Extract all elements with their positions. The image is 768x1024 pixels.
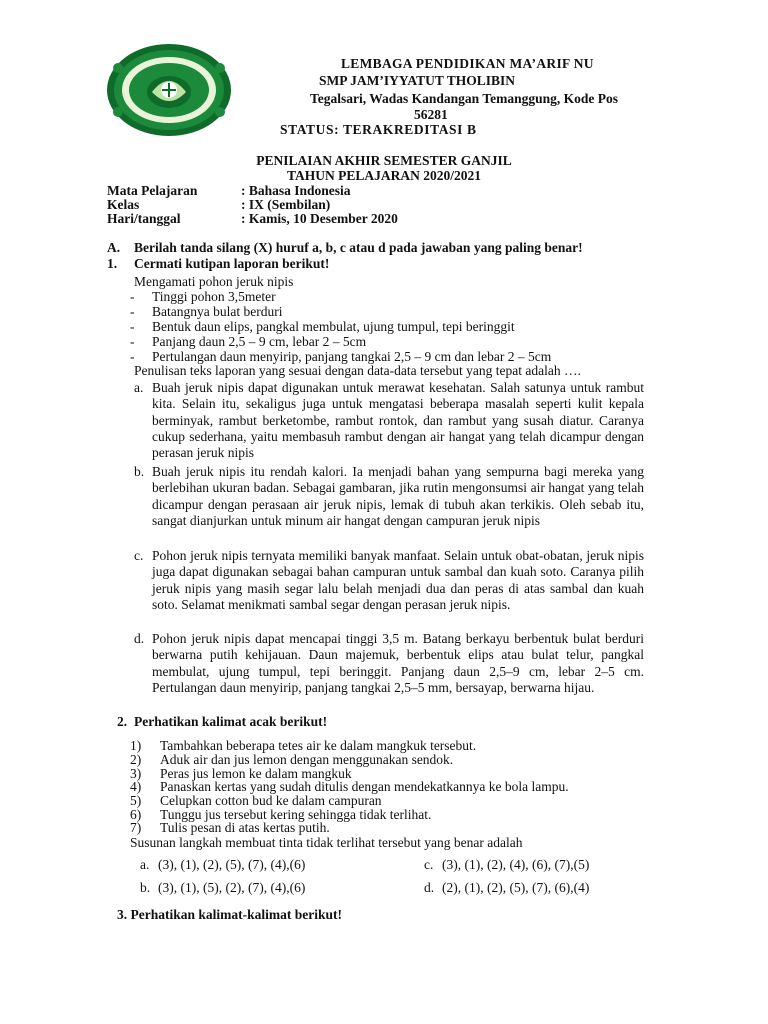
question-instruction: 3. Perhatikan kalimat-kalimat berikut! [117,907,342,922]
step-number: 1) [130,738,142,753]
question-text: Susunan langkah membuat tinta tidak terlihat tersebut yang benar adalah [130,835,523,850]
accreditation-status: STATUS: TERAKREDITASI B [280,122,477,137]
option-letter: a. [140,857,150,872]
fact-item [130,289,276,304]
step-text: Tunggu jus tersebut kering sehingga tidak terlihat. [160,807,432,822]
dash: - [130,289,135,304]
option-letter: c. [424,857,434,872]
fact-text: Pertulangan daun menyirip, panjang tangkai 2,5 – 9 cm dan lebar 2 – 5cm [152,349,552,364]
step-number: 5) [130,793,142,808]
option-text: Buah jeruk nipis itu rendah kalori. Ia menjadi bahan yang sempurna bagi mereka yang berlebihan ukuran badan. Sebagai gambaran, jika rutin mengonsumsi air hangat yang telah dicampur dengan perasaan air jeruk nipis, lemak di tubuh akan terkikis. Oleh sebab itu, sangat dianjurkan untuk minum air hangat dengan campuran jeruk nipis [152,464,644,528]
dash: - [130,334,135,349]
step-item [130,821,330,836]
info-label: Hari/tanggal [107,211,181,226]
answer-option-a[interactable] [134,380,644,461]
option-text: (2), (1), (2), (5), (7), (6),(4) [442,880,590,895]
dash: - [130,319,135,334]
answer-option-c[interactable] [134,548,644,613]
answer-option-d[interactable] [134,631,644,696]
step-number: 2) [130,752,142,767]
step-text: Aduk air dan jus lemon dengan menggunakan sendok. [160,752,454,767]
option-text: (3), (1), (2), (5), (7), (4),(6) [158,857,306,872]
school-name: SMP JAM’IYYATUT THOLIBIN [319,73,516,88]
fact-text: Tinggi pohon 3,5meter [152,289,276,304]
step-text: Tambahkan beberapa tetes air ke dalam mangkuk tersebut. [160,738,477,753]
answer-option-c[interactable] [424,857,589,873]
answer-option-a[interactable] [140,857,305,873]
dash: - [130,349,135,364]
option-text: Pohon jeruk nipis dapat mencapai tinggi 3,5 m. Batang berkayu berbentuk bulat berduri berwarna putih kehijauan. Daun majemuk, berbentuk elips atau bulat telur, pangkal membulat, ujung tumpul, tepi beringgit. Panjang daun 2,5–9 cm, lebar 2–5 cm. Pertulangan daun menyirip, panjang tangkai 2,5–5 mm, bersayap, berwarna hijau. [152,631,644,695]
option-letter: d. [424,880,435,895]
answer-option-b[interactable] [134,464,644,529]
question-text: Penulisan teks laporan yang sesuai dengan data-data tersebut yang tepat adalah …. [134,363,581,378]
school-address: Tegalsari, Wadas Kandangan Temanggung, Kode Pos [310,91,618,106]
info-label: Kelas [107,197,140,212]
institution-name: LEMBAGA PENDIDIKAN MA’ARIF NU [341,56,594,71]
step-text: Tulis pesan di atas kertas putih. [160,820,330,835]
fact-text: Batangnya bulat berduri [152,304,283,319]
option-letter: c. [134,548,144,563]
info-label: Mata Pelajaran [107,183,198,198]
step-number: 4) [130,779,142,794]
question-instruction: Perhatikan kalimat acak berikut! [134,714,328,729]
info-value: : Kamis, 10 Desember 2020 [241,211,398,226]
step-text: Celupkan cotton bud ke dalam campuran [160,793,382,808]
option-text: Pohon jeruk nipis ternyata memiliki banyak manfaat. Selain untuk obat-obatan, jeruk nipis juga dapat digunakan sebagai bahan campuran untuk sambal dan kuah soto. Caranya pilih jeruk nipis yang masih segar lalu belah menjadi dua dan peras di atas sambal dan kuah soto. Selamat menikmati sambal segar dengan perasan jeruk nipis. [152,548,644,612]
option-text: (3), (1), (5), (2), (7), (4),(6) [158,880,306,895]
fact-item [130,334,366,349]
answer-option-d[interactable] [424,880,589,896]
option-letter: a. [134,380,144,395]
question-number: 2. [117,714,128,729]
report-intro: Mengamati pohon jeruk nipis [134,274,294,289]
step-text: Panaskan kertas yang sudah ditulis dengan mendekatkannya ke bola lampu. [160,779,569,794]
option-letter: b. [134,464,145,479]
step-number: 6) [130,807,142,822]
question-number: 1. [107,256,118,271]
fact-text: Panjang daun 2,5 – 9 cm, lebar 2 – 5cm [152,334,367,349]
info-value: : Bahasa Indonesia [241,183,351,198]
exam-title: PENILAIAN AKHIR SEMESTER GANJIL [256,153,512,168]
step-text: Peras jus lemon ke dalam mangkuk [160,766,352,781]
fact-text: Bentuk daun elips, pangkal membulat, ujung tumpul, tepi beringgit [152,319,515,334]
answer-option-b[interactable] [140,880,305,896]
academic-year: TAHUN PELAJARAN 2020/2021 [286,168,481,183]
step-number: 7) [130,820,142,835]
dash: - [130,304,135,319]
postal-code: 56281 [414,107,448,122]
section-marker: A. [107,240,121,255]
option-text: Buah jeruk nipis dapat digunakan untuk merawat kesehatan. Salah satunya untuk rambut kita. Selain itu, sekaligus juga untuk mengatasi beberapa masalah seperti kulit kepala berminyak, rambut berketombe, rambut rontok, dan rambut yang susah diatur. Caranya cukup sederhana, yaitu membasuh rambut dengan air hangat yang telah dicampur dengan perasan jeruk nipis [152,380,644,461]
question-instruction: Cermati kutipan laporan berikut! [134,256,330,271]
fact-item [130,304,282,319]
fact-item [130,349,551,364]
step-number: 3) [130,766,142,781]
fact-item [130,319,515,334]
option-letter: d. [134,631,145,646]
school-logo [104,40,234,140]
section-instruction: Berilah tanda silang (X) huruf a, b, c atau d pada jawaban yang paling benar! [134,240,583,255]
option-letter: b. [140,880,151,895]
option-text: (3), (1), (2), (4), (6), (7),(5) [442,857,590,872]
info-value: : IX (Sembilan) [241,197,331,212]
